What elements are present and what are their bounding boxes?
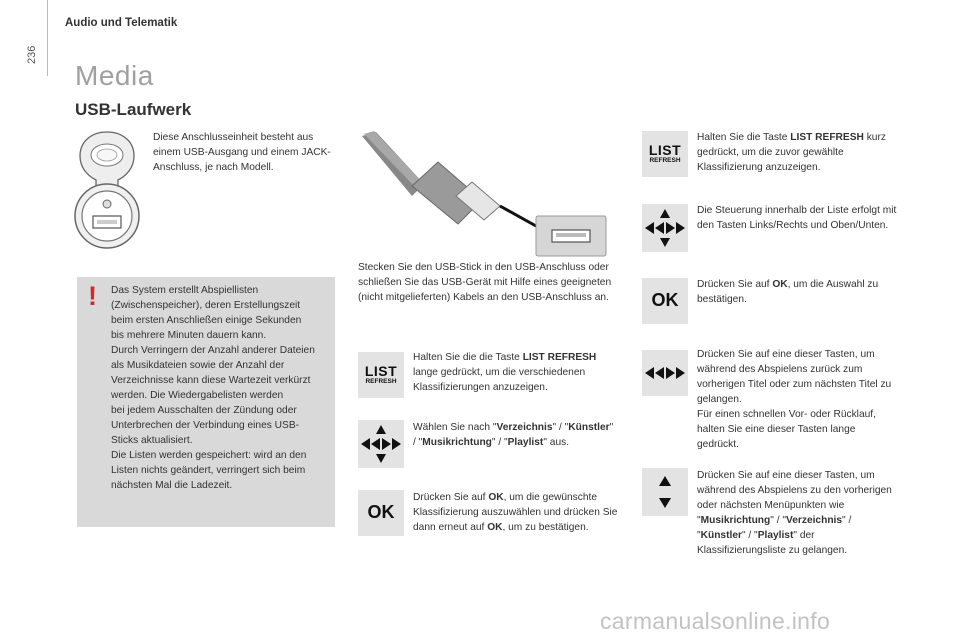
warning-line: bis mehrere Minuten dauern kann. <box>111 330 267 341</box>
warning-line: Sticks aktualisiert. <box>111 435 193 446</box>
page-number: 236 <box>26 45 38 64</box>
warning-line: als Musikdateien sowie der Anzahl der <box>111 360 285 371</box>
list-refresh-button-image <box>358 352 404 398</box>
four-arrows-icon <box>642 204 688 252</box>
four-arrows-icon <box>358 420 404 468</box>
watermark: carmanualsonline.info <box>600 608 831 634</box>
ok-confirm-text: Drücken Sie auf OK, um die gewünschte Klassifizierung auszuwählen und drücken Sie dann erneut auf OK, um zu bestätigen. <box>413 492 618 533</box>
up-down-keys-image <box>642 468 688 516</box>
warning-line: (Zwischenspeicher), deren Erstellungszeit <box>111 300 301 311</box>
left-right-keys-image <box>642 350 688 396</box>
left-right-arrows-icon <box>642 350 688 396</box>
warning-line: nächsten Mal die Ladezeit. <box>111 480 233 491</box>
warning-mark: ! <box>88 281 97 311</box>
up-down-arrows-icon <box>642 468 688 516</box>
ok-button-image <box>358 490 404 536</box>
refresh-label: REFRESH <box>365 378 397 385</box>
warning-line: Die Listen werden gespeichert: wird an den <box>111 450 307 461</box>
usb-socket-illustration <box>72 128 142 256</box>
section-title: USB-Laufwerk <box>75 100 192 119</box>
page-title: Media <box>75 60 154 91</box>
list-label: LIST <box>648 142 682 158</box>
usb-plug-illustration <box>360 128 620 258</box>
four-direction-keys-image <box>358 420 404 468</box>
list-refresh-long-text: Halten Sie die die Taste LIST REFRESH lange gedrückt, um die verschiedenen Klassifizierungen anzuzeigen. <box>413 352 597 393</box>
margin-rule <box>47 0 48 76</box>
warning-line: werden. Die Wiedergabelisten werden <box>111 390 284 401</box>
warning-line: Unterbrechen der Verbindung eines USB- <box>111 420 300 431</box>
prev-next-track-text: Drücken Sie auf eine dieser Tasten, um während des Abspielens zurück zum vorherigen Titel oder zum nächsten Titel zu gelangen. Für einen schnellen Vor- oder Rücklauf, halten Sie eine dieser Tasten lange gedrückt. <box>697 349 892 450</box>
ok-label: OK <box>367 502 395 522</box>
four-direction-keys-image <box>642 204 688 252</box>
warning-text <box>111 283 331 493</box>
list-refresh-button-image <box>642 131 688 177</box>
choose-classification-text: Wählen Sie nach "Verzeichnis" / "Künstler" / "Musikrichtung" / "Playlist" aus. <box>413 422 614 448</box>
header-section: Audio und Telematik <box>65 17 178 29</box>
warning-line: beim ersten Anschließen einige Sekunden <box>111 315 302 326</box>
warning-line: Verzeichnisse kann diese Wartezeit verkürzt <box>111 375 311 386</box>
warning-line: Durch Verringern der Anzahl anderer Dateien <box>111 345 315 356</box>
refresh-label: REFRESH <box>649 157 681 164</box>
list-refresh-short-text: Halten Sie die Taste LIST REFRESH kurz gedrückt, um die zuvor gewählte Klassifizierung anzuzeigen. <box>697 132 886 173</box>
navigate-list-text: Die Steuerung innerhalb der Liste erfolgt mit den Tasten Links/Rechts und Oben/Unten. <box>697 205 897 231</box>
prev-next-menu-text: Drücken Sie auf eine dieser Tasten, um während des Abspielens zu den vorherigen oder nächsten Menüpunkten wie "Musikrichtung" / "Verzeichnis" / "Künstler" / "Playlist" der Klassifizierungsliste zu gelangen. <box>697 470 892 556</box>
usb-unit-description: Diese Anschlusseinheit besteht aus einem USB-Ausgang und einem JACK-Anschluss, je nach Modell. <box>153 132 331 173</box>
ok-select-text: Drücken Sie auf OK, um die Auswahl zu bestätigen. <box>697 279 879 305</box>
warning-line: Listen nichts geändert, verringert sich beim <box>111 465 306 476</box>
insert-instruction: Stecken Sie den USB-Stick in den USB-Anschluss oder schließen Sie das USB-Gerät mit Hilfe eines geeigneten (nicht mitgelieferten) Kabels an den USB-Anschluss an. <box>358 262 612 303</box>
warning-line: Das System erstellt Abspiellisten <box>111 285 259 296</box>
list-label: LIST <box>364 363 398 379</box>
ok-label: OK <box>651 290 679 310</box>
warning-line: bei jedem Ausschalten der Zündung oder <box>111 405 297 416</box>
ok-button-image <box>642 278 688 324</box>
